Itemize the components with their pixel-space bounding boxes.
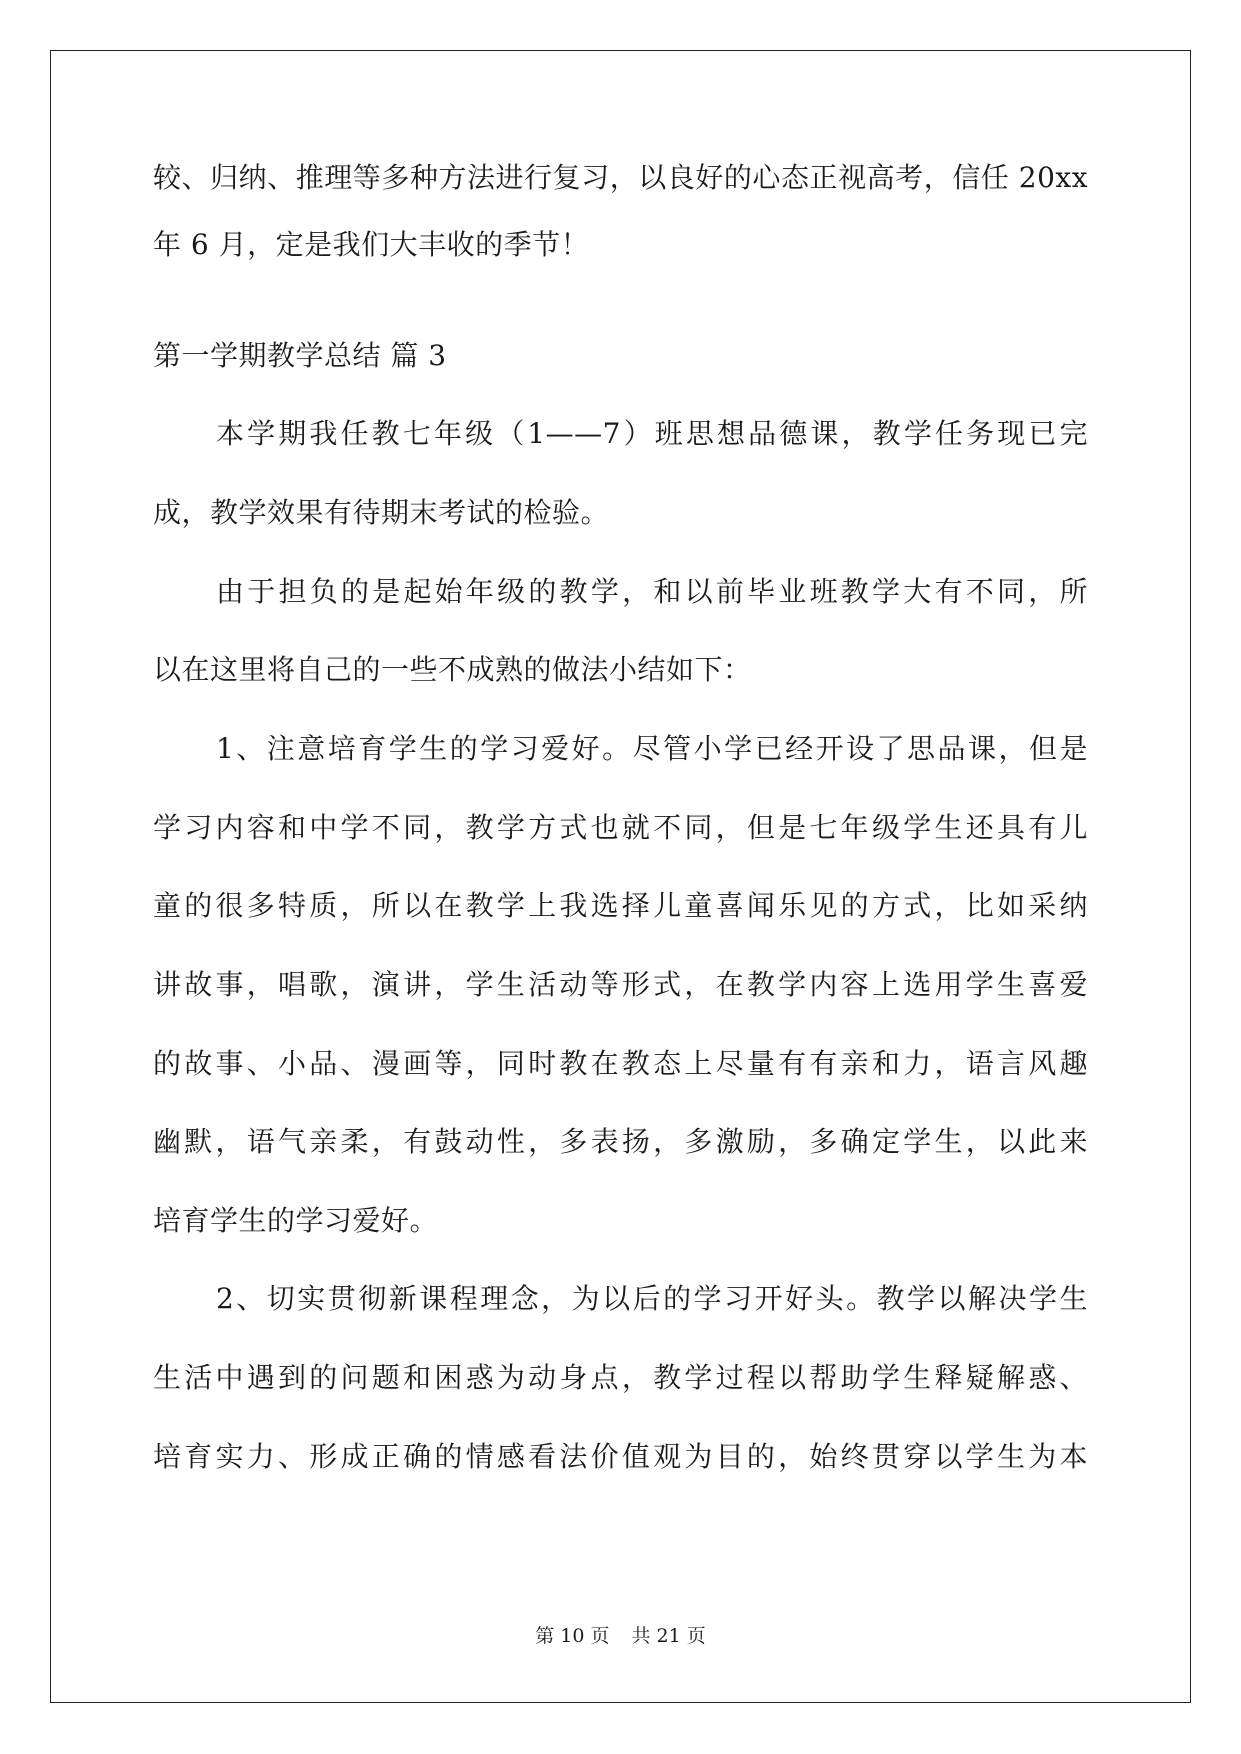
paragraph-line: 童的很多特质，所以在教学上我选择儿童喜闻乐见的方式，比如采纳 [153, 889, 1088, 922]
paragraph-line: 成，教学效果有待期末考试的检验。 [153, 496, 610, 529]
paragraph-line: 生活中遇到的问题和困惑为动身点，教学过程以帮助学生释疑解惑、 [153, 1361, 1088, 1394]
page-total: 共 21 页 [631, 1625, 706, 1647]
paragraph-line: 学习内容和中学不同，教学方式也就不同，但是七年级学生还具有儿 [153, 811, 1088, 844]
paragraph-line: 本学期我任教七年级（1——7）班思想品德课，教学任务现已完 [216, 417, 1088, 450]
paragraph-line: 年 6 月，定是我们大丰收的季节！ [153, 228, 590, 261]
paragraph-line: 由于担负的是起始年级的教学，和以前毕业班教学大有不同，所 [216, 575, 1088, 608]
paragraph-line: 较、归纳、推理等多种方法进行复习，以良好的心态正视高考，信任 20xx [153, 161, 1088, 194]
paragraph-line: 1、注意培育学生的学习爱好。尽管小学已经开设了思品课，但是 [216, 732, 1088, 765]
paragraph-line: 培育学生的学习爱好。 [153, 1204, 439, 1237]
section-heading: 第一学期教学总结 篇 3 [153, 339, 447, 372]
paragraph-line: 讲故事，唱歌，演讲，学生活动等形式，在教学内容上选用学生喜爱 [153, 968, 1088, 1001]
page-footer [0, 1624, 1241, 1648]
paragraph-line: 2、切实贯彻新课程理念，为以后的学习开好头。教学以解决学生 [216, 1282, 1088, 1315]
paragraph-line: 培育实力、形成正确的情感看法价值观为目的，始终贯穿以学生为本 [153, 1440, 1088, 1473]
page-number: 第 10 页 [535, 1625, 610, 1647]
paragraph-line: 幽默，语气亲柔，有鼓动性，多表扬，多激励，多确定学生，以此来 [153, 1125, 1088, 1158]
paragraph-line: 以在这里将自己的一些不成熟的做法小结如下： [153, 653, 752, 686]
paragraph-line: 的故事、小品、漫画等，同时教在教态上尽量有有亲和力，语言风趣 [153, 1047, 1088, 1080]
